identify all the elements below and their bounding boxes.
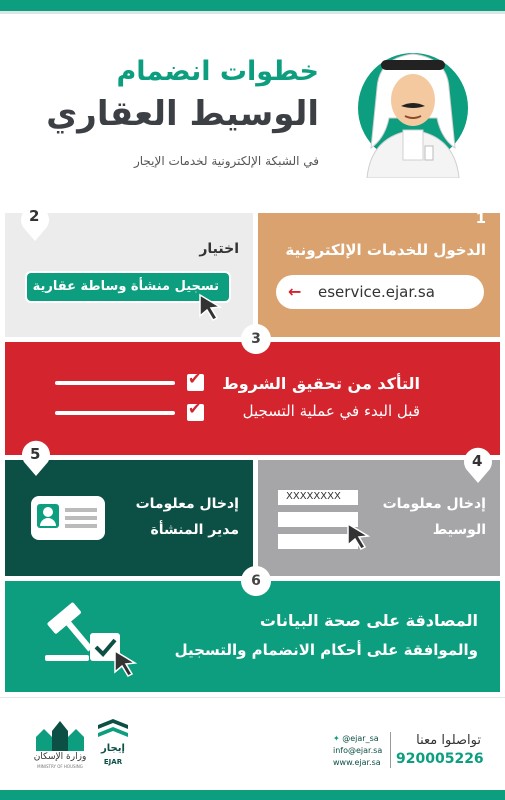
checkmark-1-icon: ✔ bbox=[188, 369, 202, 388]
step-1-title: الدخول للخدمات الإلكترونية bbox=[285, 241, 486, 259]
url-text: eservice.ejar.sa bbox=[318, 283, 435, 301]
cursor-icon bbox=[198, 293, 224, 321]
website-row[interactable] bbox=[333, 758, 381, 767]
ejar-logo bbox=[96, 717, 130, 773]
url-pill[interactable] bbox=[276, 275, 484, 309]
step-2-title: اختيار bbox=[199, 241, 239, 257]
phone-number[interactable]: 920005226 bbox=[396, 751, 484, 767]
step-6-title: المصادقة على صحة البيانات bbox=[259, 611, 478, 630]
step-5-title: إدخال معلومات bbox=[135, 496, 239, 512]
id-card-icon bbox=[31, 496, 105, 540]
website-url: www.ejar.sa bbox=[333, 758, 381, 767]
step-3-title: التأكد من تحقيق الشروط bbox=[222, 374, 420, 393]
email-row[interactable] bbox=[333, 746, 382, 755]
checklist-line-2 bbox=[55, 411, 175, 415]
ministry-name-en: MINISTRY OF HOUSING bbox=[37, 764, 83, 769]
step-4-title: إدخال معلومات bbox=[382, 496, 486, 512]
step-6-subtitle: والموافقة على أحكام الانضمام والتسجيل bbox=[174, 641, 478, 659]
step-2-panel bbox=[5, 207, 253, 337]
twitter-row[interactable] bbox=[333, 734, 379, 743]
step-6-number: 6 bbox=[241, 566, 271, 596]
register-brokerage-label: تسجيل منشأة وساطة عقارية bbox=[32, 279, 219, 294]
broker-id-field[interactable] bbox=[278, 490, 358, 505]
twitter-handle: @ejar_sa bbox=[342, 734, 379, 743]
contact-label: تواصلوا معنا bbox=[416, 733, 481, 748]
step-3-subtitle: قبل البدء في عملية التسجيل bbox=[242, 402, 420, 420]
email-address: info@ejar.sa bbox=[333, 746, 383, 755]
checklist-line-1 bbox=[55, 381, 175, 385]
title-subtitle: في الشبكة الإلكترونية لخدمات الإيجار bbox=[133, 154, 319, 168]
arrow-left-icon: ← bbox=[288, 282, 302, 301]
step-4-number: 4 bbox=[472, 452, 483, 470]
step-6-panel bbox=[5, 581, 500, 692]
bottom-stripe bbox=[0, 790, 505, 800]
step-5-subtitle: مدير المنشأة bbox=[150, 522, 239, 538]
contact-divider bbox=[390, 732, 391, 768]
broker-id-value: XXXXXXXX bbox=[286, 491, 341, 502]
step-3-panel bbox=[5, 342, 500, 455]
step-4-subtitle: الوسيط bbox=[432, 522, 486, 538]
ministry-name-ar: وزارة الإسكان bbox=[33, 752, 87, 762]
gavel-icon bbox=[35, 595, 145, 681]
ministry-logo-icon bbox=[32, 717, 88, 751]
title-line-1: خطوات انضمام bbox=[116, 56, 319, 87]
cursor-icon-2 bbox=[346, 522, 372, 550]
footer-divider bbox=[0, 697, 505, 698]
step-2-number: 2 bbox=[29, 207, 40, 225]
saudi-man-illustration bbox=[345, 38, 475, 178]
top-stripe-shadow bbox=[0, 11, 505, 14]
step-1-number: 1 bbox=[475, 209, 486, 227]
ejar-name-en: EJAR bbox=[103, 758, 123, 766]
top-stripe bbox=[0, 0, 505, 11]
ejar-logo-icon bbox=[96, 717, 130, 741]
step-3-number: 3 bbox=[241, 324, 271, 354]
step-1-panel bbox=[258, 209, 500, 337]
ejar-name-ar: إيجار bbox=[101, 743, 125, 754]
title-line-2: الوسيط العقاري bbox=[46, 94, 319, 134]
ministry-logo bbox=[32, 717, 88, 773]
step-5-number: 5 bbox=[30, 445, 41, 463]
checkmark-2-icon: ✔ bbox=[188, 399, 202, 418]
twitter-icon: ✦ bbox=[333, 734, 340, 743]
